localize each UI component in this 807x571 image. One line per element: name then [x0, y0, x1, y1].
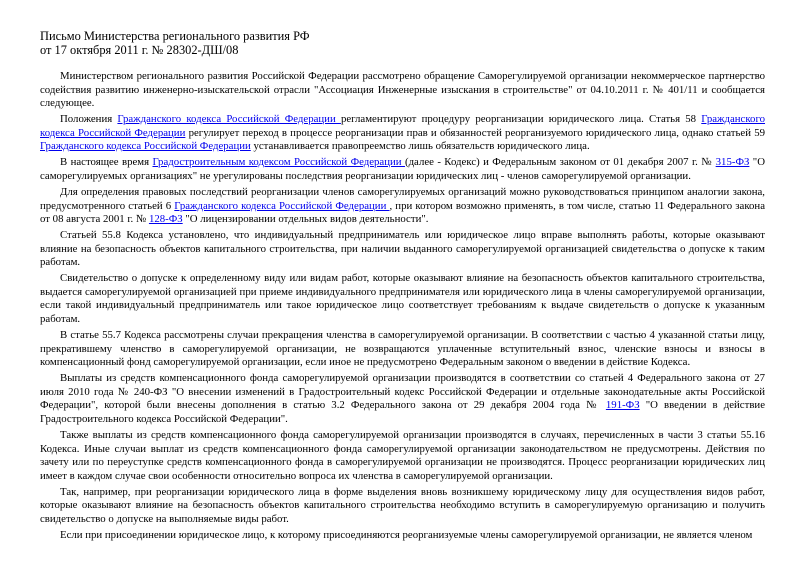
paragraph-text: "О введении в действие Градостроительного кодекса Российской Федерации". — [40, 399, 765, 425]
paragraph-text: Также выплаты из средств компенсационного фонда саморегулируемой организации производятся в случаях, перечисленных в части 3 статьи 55.16 Кодекса. Иные случаи выплат из средств компенсационного фонда саморегулируемой организации законодательством не предусмотрены. Действия по зачету или по переуступке средств компенсационного фонда в саморегулируемой организации не производятся. Процесс реорганизации юридических лиц имеет в каждом случае свои особенности относительно вопроса их членства в саморегулируемой организации. — [40, 428, 765, 482]
paragraph — [40, 329, 765, 370]
law-reference-link[interactable]: Гражданского кодекса Российской Федерации — [40, 113, 766, 139]
paragraph — [40, 429, 765, 483]
paragraph-text: Положения — [60, 113, 118, 126]
paragraph-text: "О саморегулируемых организациях" не урегулированы последствия реорганизации юридических лиц - членов саморегулируемой организации. — [40, 156, 765, 182]
paragraph-text: (далее - Кодекс) и Федеральным законом от 01 декабря 2007 г. № — [404, 156, 716, 169]
paragraph-text: Министерством регионального развития Российской Федерации рассмотрено обращение Саморегулируемой организации некоммерческое партнерство содействия развитию инженерно-изыскательской отрасли "Ассоциация Инженерные изыскания в строительстве" от 04.10.2011 г. № 401/11 и сообщается следующее. — [40, 70, 765, 110]
paragraph-text: "О лицензировании отдельных видов деятельности". — [182, 213, 429, 226]
document-date-number: от 17 октября 2011 г. № 28302-ДШ/08 — [40, 43, 239, 57]
document-title: Письмо Министерства регионального развития РФ — [40, 29, 310, 43]
paragraph-text: Выплаты из средств компенсационного фонда саморегулируемой организации производятся в соответствии со статьей 4 Федерального закона от 27 июля 2010 года № 240-ФЗ "О внесении изменений в Градостроительный кодекс Российской Федерации и отдельные законодательные акты Российской Федерации", которой были внесены дополнения в статью 3.2 Федерального закона от 29 декабря 2004 года № — [40, 372, 765, 412]
paragraph-text: регламентируют процедуру реорганизации юридического лица. Статья 58 — [340, 113, 702, 126]
paragraph — [40, 70, 765, 111]
paragraph — [40, 529, 765, 543]
paragraph-text: Для определения правовых последствий реорганизации членов саморегулируемых организаций можно руководствоваться принципом аналогии закона, предусмотренного статьей 6 — [40, 185, 765, 212]
paragraph-text: , при котором возможно применять, в том числе, статью 11 Федерального закона от 08 августа 2001 г. № — [40, 199, 766, 226]
law-reference-link[interactable]: 191-ФЗ — [605, 399, 640, 412]
paragraph-text: Свидетельство о допуске к определенному виду или видам работ, которые оказывают влияние на безопасность объектов капитального строительства, выдается саморегулируемой организацией при приеме индивидуального предпринимателя или юридического лица в члены саморегулируемой организации, если такой индивидуальный предприниматель или такое юридическое лицо соответствует требованиям к выдаче свидетельств о допуске к указанным работам. — [40, 272, 765, 326]
paragraph — [40, 113, 765, 154]
law-reference-link[interactable]: Гражданского кодекса Российской Федерации — [174, 199, 390, 212]
paragraph — [40, 229, 765, 270]
paragraph-text: устанавливается правопреемство лишь обязательств юридического лица. — [250, 140, 590, 153]
paragraph — [40, 372, 765, 426]
law-reference-link[interactable]: Гражданского кодекса Российской Федерации — [40, 140, 251, 153]
paragraph — [40, 272, 765, 326]
paragraph-text: Статьей 55.8 Кодекса установлено, что индивидуальный предприниматель или юридическое лицо вправе выполнять работы, которые оказывают влияние на безопасность объектов капитального строительства, при наличии выданного саморегулируемой организацией свидетельства о допуске к таким работам. — [40, 229, 765, 269]
document-page — [40, 29, 765, 545]
paragraph-text: В статье 55.7 Кодекса рассмотрены случаи прекращения членства в саморегулируемой организации. В соответствии с частью 4 указанной статьи лицу, прекратившему членство в саморегулируемой организации, не возвращаются уплаченные вступительный взнос, членские взносы и взносы в компенсационный фонд саморегулируемой организации, если иное не предусмотрено Федеральным законом о введении в действие Кодекса. — [40, 329, 765, 369]
paragraph-text: Так, например, при реорганизации юридического лица в форме выделения вновь возникшему юридическому лицу для осуществления видов работ, которые оказывают влияние на безопасность объектов капитального строительства необходимо вступить в саморегулируемую организацию и получить свидетельство о допуске на выполняемые виды работ. — [40, 485, 765, 525]
document-header — [40, 29, 765, 57]
law-reference-link[interactable]: 315-ФЗ — [715, 156, 750, 169]
paragraph — [40, 186, 765, 227]
law-reference-link[interactable]: Градостроительным кодексом Российской Федерации — [152, 156, 405, 169]
paragraph-text: регулирует переход в процессе реорганизации прав и обязанностей реорганизуемого юридического лица, однако статьей 59 — [185, 126, 765, 139]
paragraph — [40, 486, 765, 527]
paragraph-text: В настоящее время — [60, 156, 153, 169]
paragraph — [40, 156, 765, 183]
law-reference-link[interactable]: Гражданского кодекса Российской Федерации — [117, 113, 341, 126]
paragraph-text: Если при присоединении юридическое лицо, к которому присоединяются реорганизуемые члены саморегулируемой организации, не является членом — [60, 528, 753, 541]
document-body — [40, 70, 765, 543]
law-reference-link[interactable]: 128-ФЗ — [148, 213, 183, 226]
